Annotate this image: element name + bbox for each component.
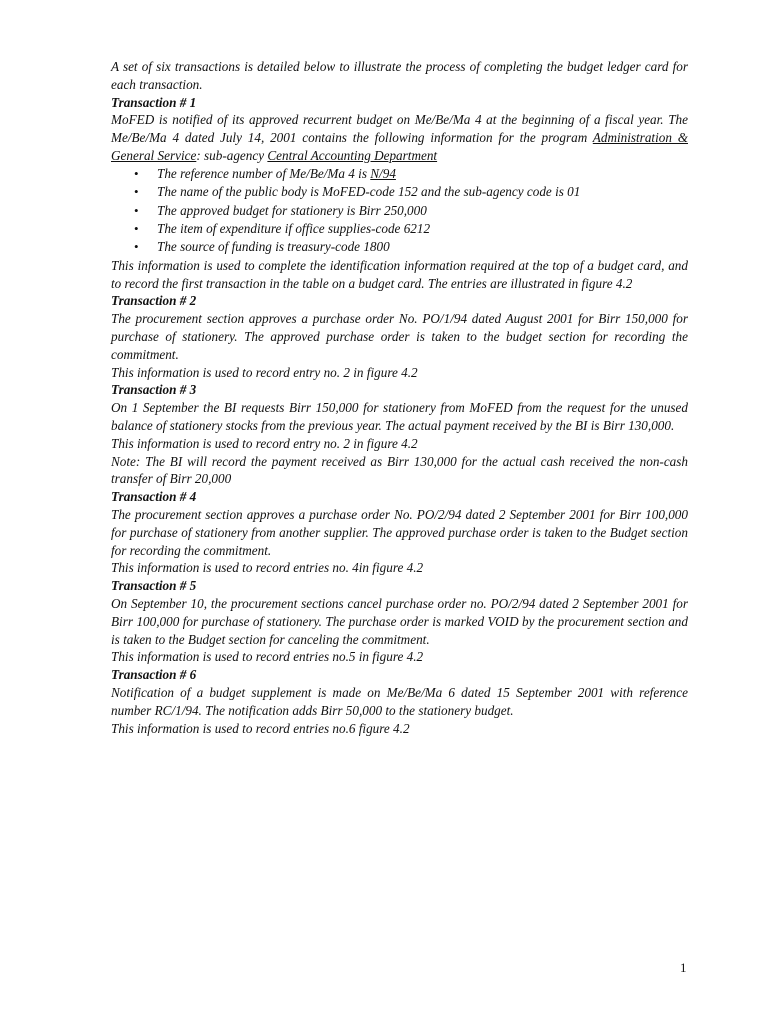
transaction-2-heading: Transaction # 2 [111,293,197,309]
transaction-4-body: The procurement section approves a purchase order No. PO/2/94 dated 2 September 2001 for Birr 100,000 for purchase of stationery from another supplier. The approved purchase order is taken to the Budget section for recording the commitment. [111,506,688,558]
subagency-name: Central Accounting Department [267,147,438,163]
bullet-item: • The source of funding is treasury-code 1800 [157,238,688,256]
bullet-item: • The item of expenditure if office supplies-code 6212 [157,220,688,238]
page-number: 1 [680,960,687,975]
transaction-1-usage: This information is used to complete the identification information required at the top of a budget card, and to record the first transaction in the table on a budget card. The entries are illustrated in figure 4.2 [111,257,688,291]
bullet-item [157,165,688,183]
intro-paragraph: A set of six transactions is detailed below to illustrate the process of completing the budget ledger card for each transaction. [111,59,688,92]
bullet-item: • The approved budget for stationery is Birr 250,000 [157,202,688,220]
program-name: Administration & General Service [111,130,688,163]
transaction-1-body-text: MoFED is notified of its approved recurrent budget on Me/Be/Ma 4 at the beginning of a fiscal year. The Me/Be/Ma 4 dated July 14, 2001 contains the following information for the program [111,112,688,146]
transaction-3-body: On 1 September the BI requests Birr 150,000 for stationery from MoFED from the request for the unused balance of stationery stocks from the previous year. The actual payment received by the BI is Birr 130,000. [111,400,688,433]
bullet-item: • The name of the public body is MoFED-code 152 and the sub-agency code is 01 [157,183,688,201]
transaction-1-body-sep: : sub-agency [196,147,268,163]
transaction-6-usage: This information is used to record entries no.6 figure 4.2 [111,720,410,736]
reference-number: N/94 [370,165,396,181]
transaction-5-heading: Transaction # 5 [111,578,197,594]
transaction-2-usage: This information is used to record entry no. 2 in figure 4.2 [111,364,418,380]
transaction-5-usage: This information is used to record entries no.5 in figure 4.2 [111,649,424,665]
transaction-1-heading: Transaction # 1 [111,94,197,110]
bullet-text: The reference number of Me/Be/Ma 4 is [157,165,371,181]
transaction-3-heading: Transaction # 3 [111,382,197,398]
document-page [111,58,688,737]
transaction-2-body: The procurement section approves a purchase order No. PO/1/94 dated August 2001 for Birr 150,000 for purchase of stationery. The approved purchase order is taken to the budget section for recording the commitment. [111,311,688,362]
transaction-5-body: On September 10, the procurement sections cancel purchase order no. PO/2/94 dated 2 September 2001 for Birr 100,000 for purchase of stationery. The purchase order is marked VOID by the procurement section and is taken to the Budget section for canceling the commitment. [111,595,688,647]
transaction-4-heading: Transaction # 4 [111,489,197,505]
transaction-1-bullet-list [111,165,688,257]
transaction-1-body [111,111,688,164]
transaction-6-heading: Transaction # 6 [111,667,197,683]
transaction-6-body: Notification of a budget supplement is made on Me/Be/Ma 6 dated 15 September 2001 with reference number RC/1/94. The notification adds Birr 50,000 to the stationery budget. [111,684,688,718]
transaction-3-note: Note: The BI will record the payment received as Birr 130,000 for the actual cash received the non-cash transfer of Birr 20,000 [111,453,688,487]
transaction-3-usage: This information is used to record entry no. 2 in figure 4.2 [111,435,418,451]
transaction-4-usage: This information is used to record entries no. 4in figure 4.2 [111,560,424,576]
